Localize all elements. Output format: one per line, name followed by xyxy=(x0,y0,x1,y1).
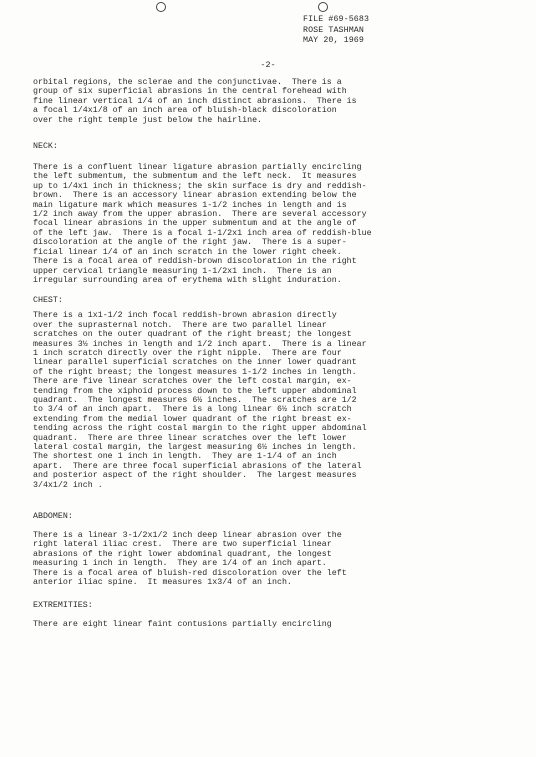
neck-line: discoloration at the angle of the right jaw. There is a super- xyxy=(33,238,347,248)
section-heading: NECK: xyxy=(33,142,58,152)
chest-line: 3/4x1/2 inch . xyxy=(33,480,103,490)
abdomen-line: right lateral iliac crest. There are two superficial linear xyxy=(33,540,332,550)
chest-line: of the right breast; the longest measures 1-1/2 inches in length. xyxy=(33,367,357,377)
extremities-section xyxy=(33,601,503,629)
chest-line: quadrant. There are three linear scratches over the left lower xyxy=(33,433,347,443)
chest-line: linear parallel superficial scratches on the inner lower quadrant xyxy=(33,358,357,368)
neck-line: focal linear abrasions in the upper submentum and at the angle of xyxy=(33,219,357,229)
punch-hole-icon xyxy=(318,2,328,12)
file-number: FILE #69-5683 xyxy=(303,15,370,24)
neck-line: 1/2 inch away from the upper abrasion. There are several accessory xyxy=(33,210,367,220)
neck-line: There is a confluent linear ligature abrasion partially encircling xyxy=(33,163,362,173)
section-heading: EXTREMITIES: xyxy=(33,601,93,611)
chest-line: extending from the medial lower quadrant of the right breast ex- xyxy=(33,414,352,424)
abdomen-section xyxy=(33,512,503,587)
chest-line: tending from the xiphoid process down to the left upper abdominal xyxy=(33,386,357,396)
abdomen-line: There is a focal area of bluish-red discoloration over the left xyxy=(33,568,347,578)
abdomen-line: measuring 1 inch in length. They are 1/4 of an inch apart. xyxy=(33,559,327,569)
page-number: -2- xyxy=(260,60,276,70)
neck-line: the left submentum, the submentum and the left neck. It measures xyxy=(33,172,357,182)
neck-line: brown. There is an accessory linear abrasion extending below the xyxy=(33,191,357,201)
chest-line: and posterior aspect of the right shoulder. The largest measures xyxy=(33,471,357,481)
extremities-line: There are eight linear faint contusions partially encircling xyxy=(33,620,332,630)
file-header xyxy=(303,15,369,47)
abdomen-line: There is a linear 3-1/2x1/2 inch deep linear abrasion over the xyxy=(33,531,342,541)
neck-section xyxy=(33,142,503,285)
neck-line: There is a focal area of reddish-brown discoloration in the right xyxy=(33,257,357,267)
abdomen-line: abrasions of the right lower abdominal quadrant, the longest xyxy=(33,549,332,559)
neck-line: upper cervical triangle measuring 1-1/2x1 inch. There is an xyxy=(33,266,332,276)
chest-line: The shortest one 1 inch in length. They are 1-1/4 of an inch xyxy=(33,452,337,462)
section-heading: ABDOMEN: xyxy=(33,512,73,522)
neck-line: irregular surrounding area of erythema with slight induration. xyxy=(33,275,342,285)
chest-line: tending across the right costal margin to the right upper abdominal xyxy=(33,424,367,434)
punch-hole-icon xyxy=(156,2,166,12)
intro-section xyxy=(33,78,503,125)
neck-line: main ligature mark which measures 1-1/2 inches in length and is xyxy=(33,200,347,210)
chest-line: apart. There are three focal superficial abrasions of the lateral xyxy=(33,461,362,471)
chest-line: over the suprasternal notch. There are two parallel linear xyxy=(33,320,327,330)
chest-line: There is a 1x1-1/2 inch focal reddish-brown abrasion directly xyxy=(33,311,337,321)
abdomen-line: anterior iliac spine. It measures 1x3/4 of an inch. xyxy=(33,578,292,588)
neck-line: of the left jaw. There is a focal 1-1/2x1 inch area of reddish-blue xyxy=(33,228,372,238)
chest-line: 1 inch scratch directly over the right nipple. There are four xyxy=(33,348,342,358)
intro-line: orbital regions, the sclerae and the conjunctivae. There is a xyxy=(33,78,342,87)
chest-line: scratches on the outer quadrant of the right breast; the longest xyxy=(33,330,352,340)
chest-line: quadrant. The longest measures 6½ inches. The scratches are 1/2 xyxy=(33,395,357,405)
intro-line: fine linear vertical 1/4 of an inch distinct abrasions. There is xyxy=(33,96,357,106)
neck-line: ficial linear 1/4 of an inch scratch in the lower right cheek. xyxy=(33,247,342,257)
chest-section xyxy=(33,296,503,490)
chest-line: lateral costal margin, the largest measuring 6½ inches in length. xyxy=(33,443,357,452)
chest-line: measures 3½ inches in length and 1/2 inch apart. There is a linear xyxy=(33,339,367,349)
report-body xyxy=(33,78,503,630)
intro-line: over the right temple just below the hairline. xyxy=(33,115,263,125)
report-date: MAY 20, 1969 xyxy=(303,36,364,46)
intro-line: a focal 1/4x1/8 of an inch area of bluish-black discoloration xyxy=(33,106,337,116)
subject-name: ROSE TASHMAN xyxy=(303,25,364,35)
chest-line: to 3/4 of an inch apart. There is a long linear 6½ inch scratch xyxy=(33,405,352,415)
intro-line: group of six superficial abrasions in the central forehead with xyxy=(33,87,347,97)
chest-line: There are five linear scratches over the left costal margin, ex- xyxy=(33,377,352,387)
neck-line: up to 1/4x1 inch in thickness; the skin surface is dry and reddish- xyxy=(33,181,367,191)
section-heading: CHEST: xyxy=(33,296,63,306)
